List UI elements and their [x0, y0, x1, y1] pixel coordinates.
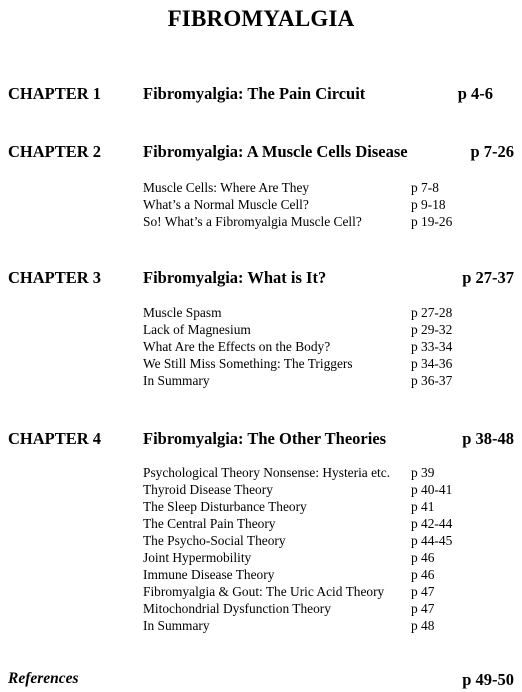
- section-row: [0, 567, 522, 584]
- section-row: [0, 550, 522, 567]
- section-row: [0, 618, 522, 635]
- section-row: [0, 482, 522, 499]
- section-list: [0, 180, 522, 231]
- section-pages: p 46: [411, 550, 435, 565]
- section-pages: p 19-26: [411, 214, 453, 229]
- chapter-pages: p 4-6: [457, 84, 493, 103]
- section-pages: p 46: [411, 567, 435, 582]
- chapter-heading: [0, 268, 522, 290]
- references-label: References: [8, 670, 79, 687]
- chapter-heading: [0, 142, 522, 164]
- section-title: The Sleep Disturbance Theory: [143, 499, 307, 514]
- section-pages: p 36-37: [411, 373, 453, 388]
- section-title: Fibromyalgia & Gout: The Uric Acid Theory: [143, 584, 385, 599]
- section-title: We Still Miss Something: The Triggers: [143, 356, 353, 371]
- chapter-label: CHAPTER 2: [8, 142, 102, 161]
- chapter-heading: [0, 84, 522, 106]
- chapter-title: Fibromyalgia: The Other Theories: [143, 429, 387, 448]
- section-row: [0, 516, 522, 533]
- section-row: [0, 465, 522, 482]
- chapter-label: CHAPTER 1: [8, 84, 102, 103]
- section-row: [0, 356, 522, 373]
- section-pages: p 42-44: [411, 516, 453, 531]
- chapter-title: Fibromyalgia: The Pain Circuit: [143, 84, 366, 103]
- section-row: [0, 305, 522, 322]
- section-pages: p 27-28: [411, 305, 453, 320]
- section-pages: p 29-32: [411, 322, 453, 337]
- section-pages: p 34-36: [411, 356, 453, 371]
- references-pages: p 49-50: [462, 670, 514, 689]
- section-title: Muscle Cells: Where Are They: [143, 180, 310, 195]
- section-pages: p 7-8: [411, 180, 439, 195]
- section-row: [0, 197, 522, 214]
- section-row: [0, 601, 522, 618]
- section-title: In Summary: [143, 618, 210, 633]
- chapter-title: Fibromyalgia: A Muscle Cells Disease: [143, 142, 408, 161]
- chapter-pages: p 38-48: [462, 429, 514, 448]
- chapter-label: CHAPTER 3: [8, 268, 102, 287]
- section-pages: p 41: [411, 499, 435, 514]
- section-title: Joint Hypermobility: [143, 550, 252, 565]
- section-pages: p 47: [411, 601, 435, 616]
- chapter-heading: [0, 429, 522, 451]
- chapter-pages: p 7-26: [470, 142, 514, 161]
- section-row: [0, 584, 522, 601]
- section-row: [0, 322, 522, 339]
- section-title: Muscle Spasm: [143, 305, 222, 320]
- document-title: FIBROMYALGIA: [167, 6, 355, 31]
- section-list: [0, 465, 522, 635]
- section-row: [0, 499, 522, 516]
- section-title: Lack of Magnesium: [143, 322, 251, 337]
- section-row: [0, 373, 522, 390]
- section-title: Psychological Theory Nonsense: Hysteria etc.: [143, 465, 391, 480]
- section-title: The Psycho-Social Theory: [143, 533, 286, 548]
- section-row: [0, 533, 522, 550]
- chapter-title: Fibromyalgia: What is It?: [143, 268, 327, 287]
- section-pages: p 33-34: [411, 339, 453, 354]
- section-title: Thyroid Disease Theory: [143, 482, 273, 497]
- chapter-pages: p 27-37: [462, 268, 514, 287]
- section-title: What Are the Effects on the Body?: [143, 339, 331, 354]
- section-title: The Central Pain Theory: [143, 516, 276, 531]
- section-row: [0, 339, 522, 356]
- section-list: [0, 305, 522, 390]
- section-pages: p 48: [411, 618, 435, 633]
- section-title: So! What’s a Fibromyalgia Muscle Cell?: [143, 214, 362, 229]
- references-heading: [0, 670, 522, 692]
- section-pages: p 40-41: [411, 482, 453, 497]
- section-pages: p 44-45: [411, 533, 453, 548]
- section-row: [0, 214, 522, 231]
- section-pages: p 9-18: [411, 197, 446, 212]
- section-title: What’s a Normal Muscle Cell?: [143, 197, 309, 212]
- section-row: [0, 180, 522, 197]
- section-pages: p 39: [411, 465, 435, 480]
- section-title: In Summary: [143, 373, 210, 388]
- section-title: Mitochondrial Dysfunction Theory: [143, 601, 331, 616]
- section-pages: p 47: [411, 584, 435, 599]
- chapter-label: CHAPTER 4: [8, 429, 102, 448]
- section-title: Immune Disease Theory: [143, 567, 275, 582]
